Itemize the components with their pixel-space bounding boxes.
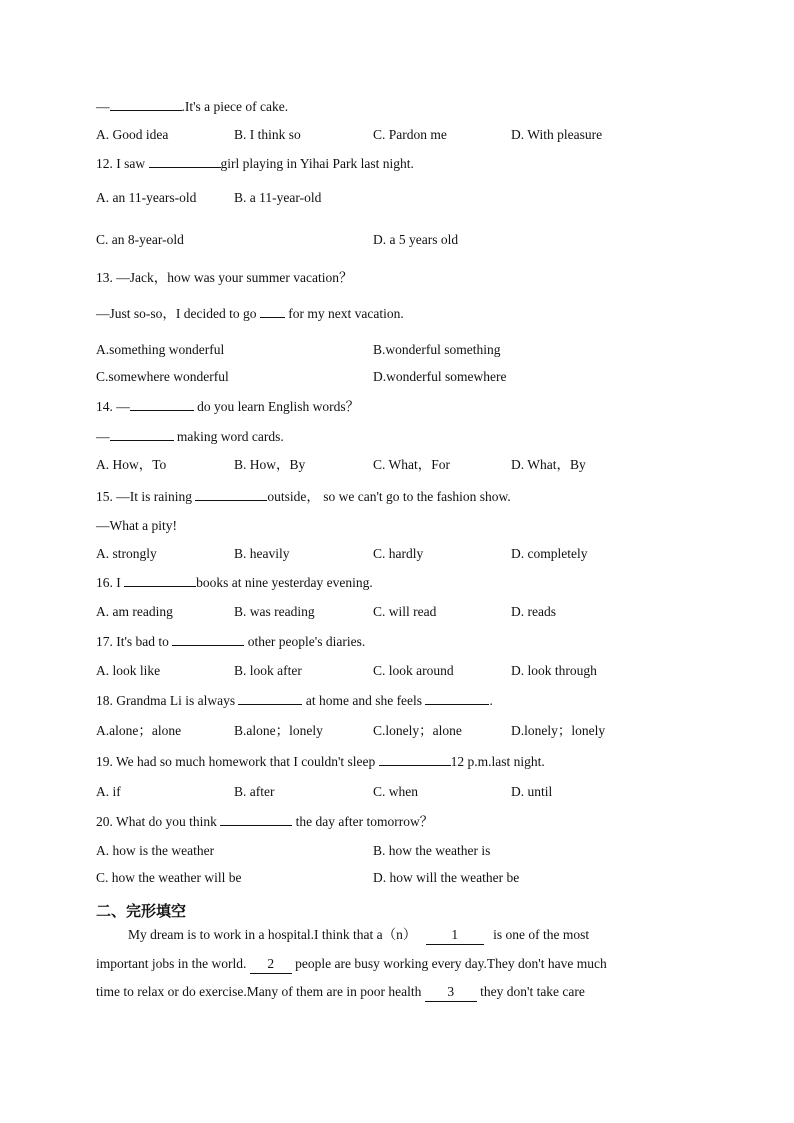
- q13-answer-blank[interactable]: [260, 304, 285, 318]
- q17-option-d[interactable]: D. look through: [511, 663, 597, 678]
- q19-option-a[interactable]: A. if: [96, 784, 121, 799]
- q18-prompt: 18. Grandma Li is always at home and she feels .: [96, 693, 493, 708]
- q14-response: — making word cards.: [96, 429, 284, 444]
- q16-prompt: 16. I books at nine yesterday evening.: [96, 575, 373, 590]
- q11-option-b[interactable]: B. I think so: [234, 127, 301, 142]
- q13-option-c[interactable]: C.somewhere wonderful: [96, 369, 229, 384]
- q16-option-a[interactable]: A. am reading: [96, 604, 173, 619]
- cloze-blank-3[interactable]: 3: [425, 983, 477, 1002]
- q17-answer-blank[interactable]: [172, 632, 244, 646]
- q15-option-a[interactable]: A. strongly: [96, 546, 157, 561]
- q18-answer-blank-1[interactable]: [238, 691, 302, 705]
- q16-answer-blank[interactable]: [124, 573, 196, 587]
- cloze-blank-2[interactable]: 2: [250, 955, 292, 974]
- q14-option-b[interactable]: B. How，By: [234, 457, 306, 472]
- q14-answer-blank-2[interactable]: [110, 427, 174, 441]
- q20-option-b[interactable]: B. how the weather is: [373, 843, 491, 858]
- q12-option-a[interactable]: A. an 11-years-old: [96, 190, 197, 205]
- q12-answer-blank[interactable]: [149, 154, 221, 168]
- q20-answer-blank[interactable]: [220, 812, 292, 826]
- q20-prompt: 20. What do you think the day after tomorrow？: [96, 814, 434, 829]
- q16-option-b[interactable]: B. was reading: [234, 604, 315, 619]
- q13-prompt: 13. —Jack，how was your summer vacation？: [96, 270, 353, 285]
- q20-option-a[interactable]: A. how is the weather: [96, 843, 215, 858]
- q17-option-b[interactable]: B. look after: [234, 663, 302, 678]
- q18-option-a[interactable]: A.alone；alone: [96, 723, 182, 738]
- q17-option-c[interactable]: C. look around: [373, 663, 454, 678]
- q16-option-c[interactable]: C. will read: [373, 604, 437, 619]
- q17-option-a[interactable]: A. look like: [96, 663, 161, 678]
- q11-option-a[interactable]: A. Good idea: [96, 127, 169, 142]
- q13-option-a[interactable]: A.something wonderful: [96, 342, 225, 357]
- q13-response: —Just so-so，I decided to go for my next vacation.: [96, 306, 404, 321]
- q20-option-d[interactable]: D. how will the weather be: [373, 870, 520, 885]
- q14-option-c[interactable]: C. What，For: [373, 457, 450, 472]
- q20-option-c[interactable]: C. how the weather will be: [96, 870, 242, 885]
- q14-prompt: 14. — do you learn English words？: [96, 399, 360, 414]
- q18-option-c[interactable]: C.lonely；alone: [373, 723, 462, 738]
- cloze-blank-1[interactable]: 1: [426, 926, 484, 945]
- q14-answer-blank-1[interactable]: [130, 397, 194, 411]
- q11-option-c[interactable]: C. Pardon me: [373, 127, 447, 142]
- q19-option-b[interactable]: B. after: [234, 784, 275, 799]
- q12-prompt: 12. I saw girl playing in Yihai Park last night.: [96, 156, 414, 171]
- cloze-line-1: My dream is to work in a hospital.I think that a（n） 1 is one of the most: [128, 926, 728, 945]
- q17-prompt: 17. It's bad to other people's diaries.: [96, 634, 366, 649]
- q14-option-d[interactable]: D. What，By: [511, 457, 586, 472]
- q11-answer-blank[interactable]: [110, 97, 182, 111]
- q12-option-b[interactable]: B. a 11-year-old: [234, 190, 322, 205]
- q11-option-d[interactable]: D. With pleasure: [511, 127, 603, 142]
- q19-answer-blank[interactable]: [379, 752, 451, 766]
- section-title: 二、完形填空: [96, 902, 187, 920]
- q18-option-b[interactable]: B.alone；lonely: [234, 723, 323, 738]
- q19-option-c[interactable]: C. when: [373, 784, 418, 799]
- q15-option-b[interactable]: B. heavily: [234, 546, 290, 561]
- q13-option-b[interactable]: B.wonderful something: [373, 342, 501, 357]
- cloze-line-3: time to relax or do exercise.Many of them are in poor health 3 they don't take care: [96, 983, 696, 1002]
- q19-prompt: 19. We had so much homework that I couldn't sleep 12 p.m.last night.: [96, 754, 545, 769]
- q18-answer-blank-2[interactable]: [425, 691, 489, 705]
- q12-option-c[interactable]: C. an 8-year-old: [96, 232, 184, 247]
- q15-response: —What a pity!: [96, 518, 177, 533]
- q14-option-a[interactable]: A. How，To: [96, 457, 167, 472]
- q15-option-c[interactable]: C. hardly: [373, 546, 424, 561]
- q15-option-d[interactable]: D. completely: [511, 546, 588, 561]
- q18-option-d[interactable]: D.lonely；lonely: [511, 723, 606, 738]
- cloze-line-2: important jobs in the world. 2 people are busy working every day.They don't have much: [96, 955, 696, 974]
- q19-option-d[interactable]: D. until: [511, 784, 553, 799]
- q16-option-d[interactable]: D. reads: [511, 604, 556, 619]
- q13-option-d[interactable]: D.wonderful somewhere: [373, 369, 507, 384]
- q15-prompt: 15. —It is raining outside， so we can't go to the fashion show.: [96, 489, 511, 504]
- q15-answer-blank[interactable]: [195, 487, 267, 501]
- q11-prompt: — .It's a piece of cake.: [96, 99, 289, 114]
- q12-option-d[interactable]: D. a 5 years old: [373, 232, 459, 247]
